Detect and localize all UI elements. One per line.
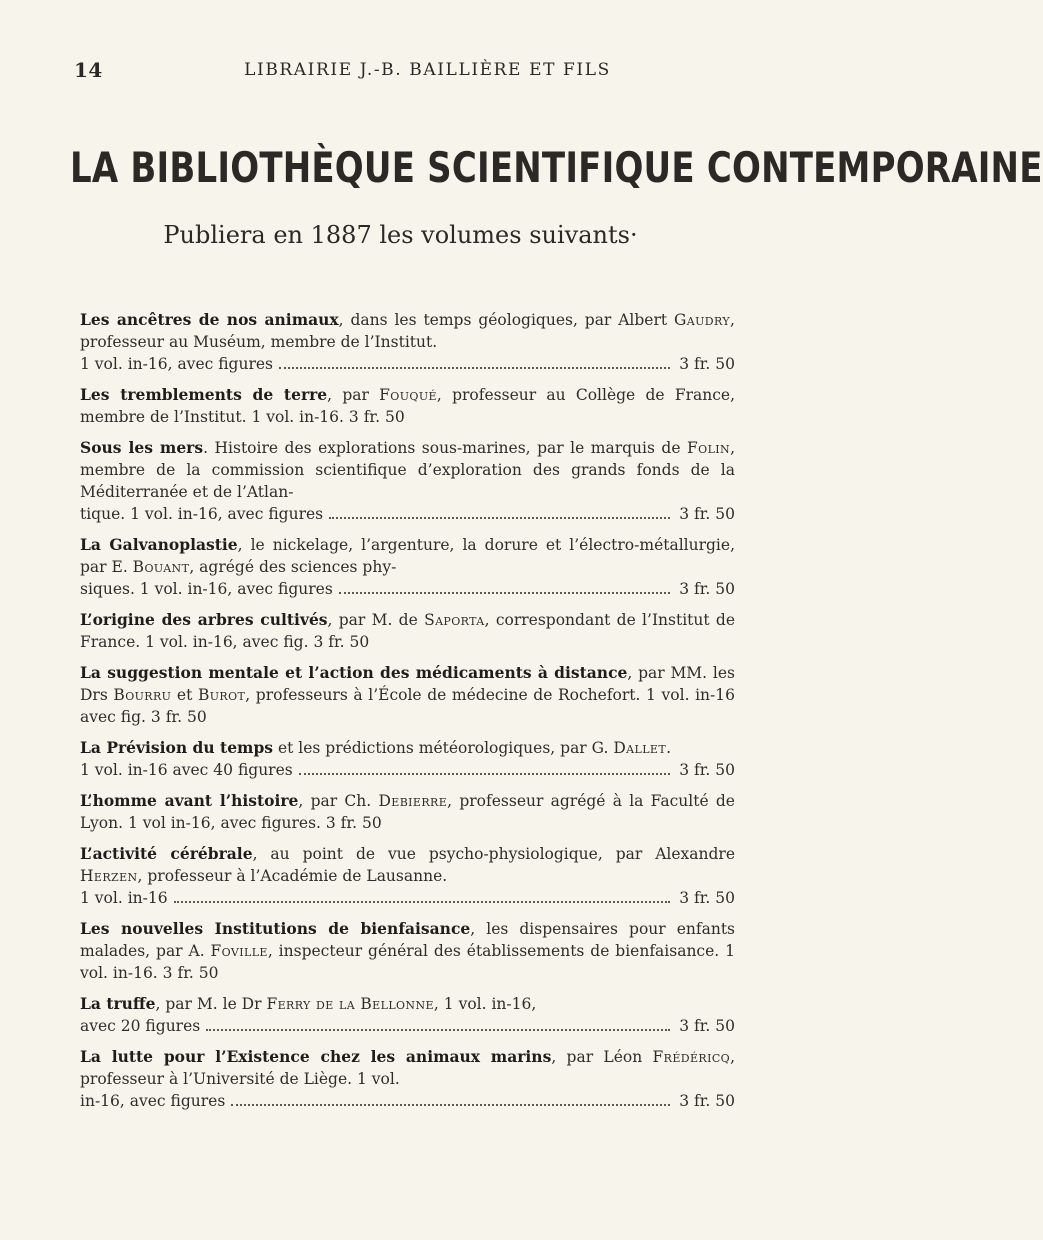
running-title: LIBRAIRIE J.-B. BAILLIÈRE ET FILS (244, 60, 611, 80)
book-title: L’homme avant l’histoire (80, 791, 299, 810)
book-title: La Prévision du temps (80, 738, 274, 757)
book-title: Les nouvelles Institutions de bienfaisance (80, 919, 471, 938)
entry-tail: 1 vol. in-16 3 fr. 50 (80, 889, 735, 907)
book-price: 3 fr. 50 (150, 708, 207, 726)
book-entry: Les ancêtres de nos animaux, dans les temps géologiques, par Albert Gaudry, professeur au Muséum, membre de l’Institut. 1 vol. in-16, avec figures 3 fr. 50 (80, 310, 735, 373)
book-entry: La suggestion mentale et l’action des médicaments à distance, par MM. les Drs Bourru et Burot, professeurs à l’École de médecine de Rochefort. 1 vol. in-16 avec fig. 3 fr. 50 (80, 663, 736, 726)
book-price: 3 fr. 50 (313, 633, 370, 651)
book-entry: La lutte pour l’Existence chez les animaux marins, par Léon Frédéricq, professeur à l’Université de Liège. 1 vol. in-16, avec figures 3 fr. 50 (80, 1047, 735, 1110)
book-author: Burot (197, 686, 246, 704)
main-title: LA BIBLIOTHÈQUE SCIENTIFIQUE CONTEMPORAINE (70, 144, 1043, 193)
book-title: La truffe (80, 994, 156, 1013)
book-title: L’activité cérébrale (80, 844, 253, 863)
entry-tail: 1 vol. in-16 avec 40 figures 3 fr. 50 (80, 761, 735, 779)
entry-tail: tique. 1 vol. in-16, avec figures 3 fr. 50 (80, 505, 735, 523)
book-title: La suggestion mentale et l’action des médicaments à distance (80, 663, 628, 682)
book-price: 3 fr. 50 (679, 580, 735, 598)
running-header (74, 58, 723, 88)
entry-tail: siques. 1 vol. in-16, avec figures 3 fr. 50 (80, 580, 735, 598)
book-author: Foville (210, 942, 268, 960)
book-author: Dallet (613, 739, 667, 757)
book-price: 3 fr. 50 (162, 964, 219, 982)
book-author: Fouqué (379, 386, 437, 404)
book-entry: La Galvanoplastie, le nickelage, l’argenture, la dorure et l’électro-métallurgie, par E. Bouant, agrégé des sciences phy- siques. 1 vol. in-16, avec figures 3 fr. 50 (80, 535, 735, 598)
book-entry: Sous les mers. Histoire des explorations sous-marines, par le marquis de Folin, membre de la commission scientifique d’exploration des grands fonds de la Méditerranée et de l’Atlan- tique. 1 vol. in-16, avec figures 3 fr. 50 (80, 438, 736, 523)
entry-tail: in-16, avec figures 3 fr. 50 (80, 1092, 735, 1110)
book-entry: L’activité cérébrale, au point de vue psycho-physiologique, par Alexandre Herzen, professeur à l’Académie de Lausanne. 1 vol. in-16 3 fr. 50 (80, 844, 735, 907)
book-price: 3 fr. 50 (679, 1017, 735, 1035)
book-author: Debierre (378, 792, 448, 810)
book-price: 3 fr. 50 (348, 408, 405, 426)
book-title: Les ancêtres de nos animaux (80, 310, 339, 329)
book-entry: La truffe, par M. le Dr Ferry de la Bellonne, 1 vol. in-16, avec 20 figures 3 fr. 50 (80, 994, 735, 1035)
book-price: 3 fr. 50 (679, 505, 735, 523)
book-list (80, 309, 735, 1121)
entry-tail: avec 20 figures 3 fr. 50 (80, 1017, 735, 1035)
book-title: Sous les mers (80, 438, 204, 457)
book-price: 3 fr. 50 (679, 889, 735, 907)
book-title: L’origine des arbres cultivés (80, 610, 328, 629)
entry-tail: 1 vol. in-16, avec figures 3 fr. 50 (80, 355, 735, 373)
book-title: La Galvanoplastie (80, 535, 238, 554)
book-price: 3 fr. 50 (679, 355, 735, 373)
book-entry: Les tremblements de terre, par Fouqué, professeur au Collège de France, membre de l’Institut. 1 vol. in-16. 3 fr. 50 (80, 385, 735, 426)
book-author: Folin (687, 439, 731, 457)
book-title: Les tremblements de terre (80, 385, 328, 404)
book-author: Herzen (80, 867, 138, 885)
book-author: Bourru (113, 686, 172, 704)
dot-leader (279, 367, 670, 369)
book-title: La lutte pour l’Existence chez les animaux marins (80, 1047, 552, 1066)
dot-leader (339, 592, 670, 594)
book-author: Frédéricq (652, 1048, 731, 1066)
dot-leader (231, 1104, 670, 1106)
book-entry: Les nouvelles Institutions de bienfaisance, les dispensaires pour enfants malades, par A. Foville, inspecteur général des établissements de bienfaisance. 1 vol. in-16. 3 fr. 50 (80, 919, 736, 982)
book-entry: La Prévision du temps et les prédictions météorologiques, par G. Dallet. 1 vol. in-16 avec 40 figures 3 fr. 50 (80, 738, 735, 779)
dot-leader (174, 901, 671, 903)
book-price: 3 fr. 50 (679, 1092, 735, 1110)
page-number: 14 (74, 58, 103, 82)
subtitle: Publiera en 1887 les volumes suivants· (163, 221, 638, 249)
dot-leader (329, 517, 670, 519)
book-author: Bouant (132, 558, 190, 576)
book-author: Gaudry (674, 311, 731, 329)
book-author: Ferry de la Bellonne (266, 995, 434, 1013)
dot-leader (206, 1029, 670, 1031)
book-price: 3 fr. 50 (679, 761, 735, 779)
dot-leader (299, 773, 670, 775)
book-author: Saporta (424, 611, 485, 629)
book-entry: L’homme avant l’histoire, par Ch. Debierre, professeur agrégé à la Faculté de Lyon. 1 vol in-16, avec figures. 3 fr. 50 (80, 791, 735, 832)
book-entry: L’origine des arbres cultivés, par M. de Saporta, correspondant de l’Institut de France. 1 vol. in-16, avec fig. 3 fr. 50 (80, 610, 735, 651)
book-price: 3 fr. 50 (325, 814, 382, 832)
